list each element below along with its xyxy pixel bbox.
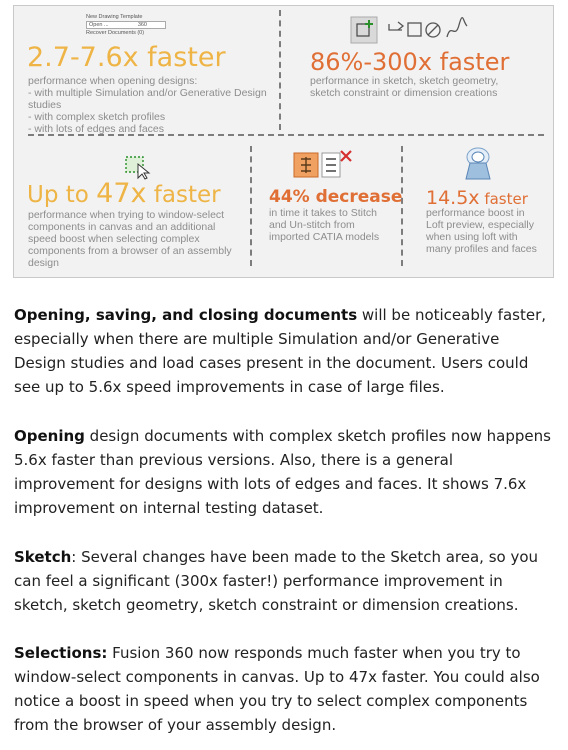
sketch-tools-icon [350,16,482,44]
divider-bottom-left [250,146,252,266]
stitch-description: in time it takes to Stitch and Un-stitch from imported CATIA models [269,207,380,243]
dialog-title: New Drawing Template [86,14,143,20]
sketch-stat: 86%-300x faster [310,48,510,76]
sketch-description: performance in sketch, sketch geometry, sketch constraint or dimension creations [310,75,499,99]
paragraph-selections [14,641,554,737]
paragraph-lead: Opening [14,427,85,445]
dialog-recent: Recover Documents (0) [86,30,145,36]
paragraph-lead: Selections: [14,644,108,662]
paragraph-body: design documents with complex sketch profiles now happens 5.6x faster than previous versions. Also, there is a general improvement for designs with lots of edges and faces. It shows 7.6x improvement on internal testing dataset. [14,427,551,517]
paragraph-lead: Sketch [14,548,72,566]
stitch-icon [293,150,353,180]
dialog-open-row: Open ... 360 [86,21,166,29]
loft-stat: 14.5x faster [426,187,528,209]
paragraph-body: Fusion 360 now responds much faster when you try to window-select components in canvas. Up to 47x faster. You could also notice a boost in speed when you try to select complex components from the browser of your assembly design. [14,644,540,734]
paragraph-opening [14,424,554,520]
select-description: performance when trying to window-select components in canvas and an additional speed boost when selecting complex components from a browser of an assembly design [28,209,232,269]
stitch-stat: 44% decrease [269,187,403,207]
loft-description: performance boost in Loft preview, especially when using loft with many profiles and faces [426,207,537,255]
open-description: performance when opening designs: - with multiple Simulation and/or Generative Design studies - with complex sketch profiles - with lots of edges and faces [28,75,267,135]
select-stat: Up to 47x faster [27,178,221,209]
open-stat: 2.7-7.6x faster [27,42,226,73]
paragraph-lead: Opening, saving, and closing documents [14,306,358,324]
window-select-icon [123,152,151,180]
paragraph-sketch [14,545,554,617]
paragraph-documents [14,303,554,399]
open-dialog-thumbnail [86,13,178,37]
paragraph-body: : Several changes have been made to the Sketch area, so you can feel a significant (300x faster!) performance improvement in sketch, sketch geometry, sketch constraint or dimension creations. [14,548,539,614]
performance-infographic [13,5,554,278]
loft-icon [462,147,494,181]
paragraph-body: will be noticeably faster, especially when there are multiple Simulation and/or Generative Design studies and load cases present in the document. Users could see up to 5.6x speed improvements in case of large files. [14,306,547,396]
divider-top-vertical [279,10,281,130]
